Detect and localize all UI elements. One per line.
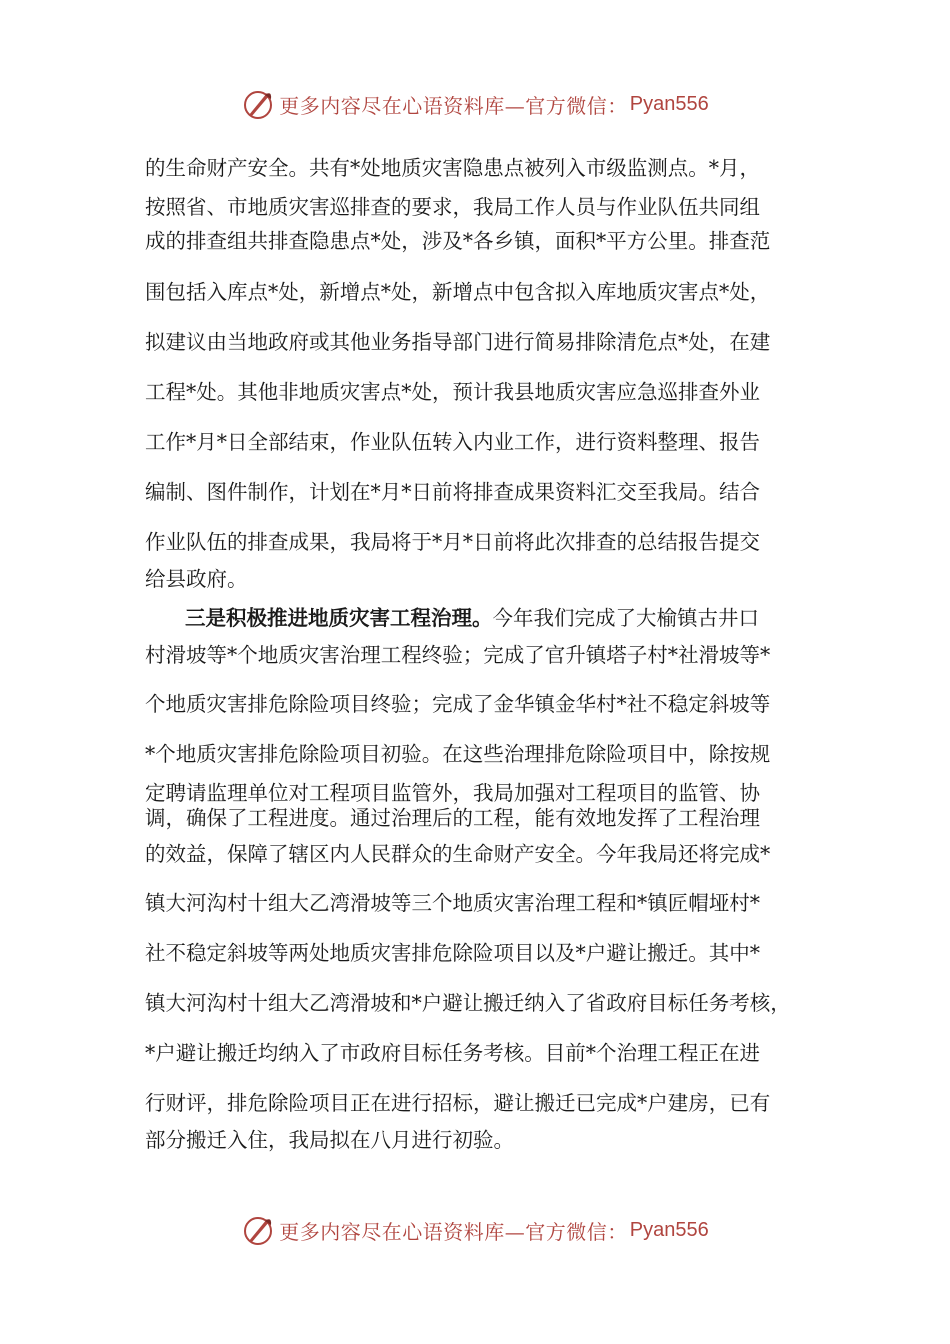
body-line: 作业队伍的排查成果，我局将于*月*日前将此次排查的总结报告提交: [145, 530, 760, 554]
body-line: 成的排查组共排查隐患点*处，涉及*各乡镇，面积*平方公里。排查范: [145, 229, 771, 253]
body-line: 部分搬迁入住，我局拟在八月进行初验。: [145, 1128, 514, 1152]
body-line: 围包括入库点*处，新增点*处，新增点中包含拟入库地质灾害点*处，: [145, 280, 771, 304]
body-line: 社不稳定斜坡等两处地质灾害排危除险项目以及*户避让搬迁。其中*: [145, 941, 760, 965]
paragraph-three-first-line: [185, 604, 759, 632]
body-line: *个地质灾害排危除险项目初验。在这些治理排危除险项目中，除按规: [145, 742, 771, 766]
body-line: 的效益，保障了辖区内人民群众的生命财产安全。今年我局还将完成*: [145, 842, 771, 866]
body-line: 工程*处。其他非地质灾害点*处，预计我县地质灾害应急巡排查外业: [145, 380, 760, 404]
header-slogan: 更多内容尽在心语资料库—官方微信：: [279, 93, 628, 118]
paragraph-three-first-text: 今年我们完成了大榆镇古井口: [492, 606, 759, 630]
header-banner: [0, 84, 950, 124]
body-line: 村滑坡等*个地质灾害治理工程终验；完成了官升镇塔子村*社滑坡等*: [145, 643, 771, 667]
body-line: 编制、图件制作，计划在*月*日前将排查成果资料汇交至我局。结合: [145, 480, 760, 504]
footer-banner: [0, 1210, 950, 1250]
paragraph-three-lead: 三是积极推进地质灾害工程治理。: [185, 606, 493, 630]
body-line: 镇大河沟村十组大乙湾滑坡和*户避让搬迁纳入了省政府目标任务考核，: [145, 991, 791, 1015]
body-line: 的生命财产安全。共有*处地质灾害隐患点被列入市级监测点。*月，: [145, 156, 760, 180]
footer-slogan: 更多内容尽在心语资料库—官方微信：: [279, 1219, 628, 1244]
header-brand: Pyan556: [629, 92, 709, 115]
body-line: *户避让搬迁均纳入了市政府目标任务考核。目前*个治理工程正在进: [145, 1041, 760, 1065]
footer-brand: Pyan556: [629, 1218, 709, 1241]
body-line: 工作*月*日全部结束，作业队伍转入内业工作，进行资料整理、报告: [145, 430, 760, 454]
body-line: 拟建议由当地政府或其他业务指导部门进行简易排除清危点*处，在建: [145, 330, 771, 354]
body-line: 给县政府。: [145, 567, 248, 591]
body-line: 个地质灾害排危除险项目终验；完成了金华镇金华村*社不稳定斜坡等: [145, 692, 771, 716]
quill-logo-icon: [241, 1213, 275, 1247]
body-line: 行财评，排危除险项目正在进行招标，避让搬迁已完成*户建房，已有: [145, 1091, 771, 1115]
body-line: 镇大河沟村十组大乙湾滑坡等三个地质灾害治理工程和*镇匠帽垭村*: [145, 891, 760, 915]
body-line: 按照省、市地质灾害巡排查的要求，我局工作人员与作业队伍共同组: [145, 195, 760, 219]
body-line: 调，确保了工程进度。通过治理后的工程，能有效地发挥了工程治理: [145, 806, 760, 830]
body-line: 定聘请监理单位对工程项目监管外，我局加强对工程项目的监管、协: [145, 781, 760, 805]
quill-logo-icon: [241, 87, 275, 121]
